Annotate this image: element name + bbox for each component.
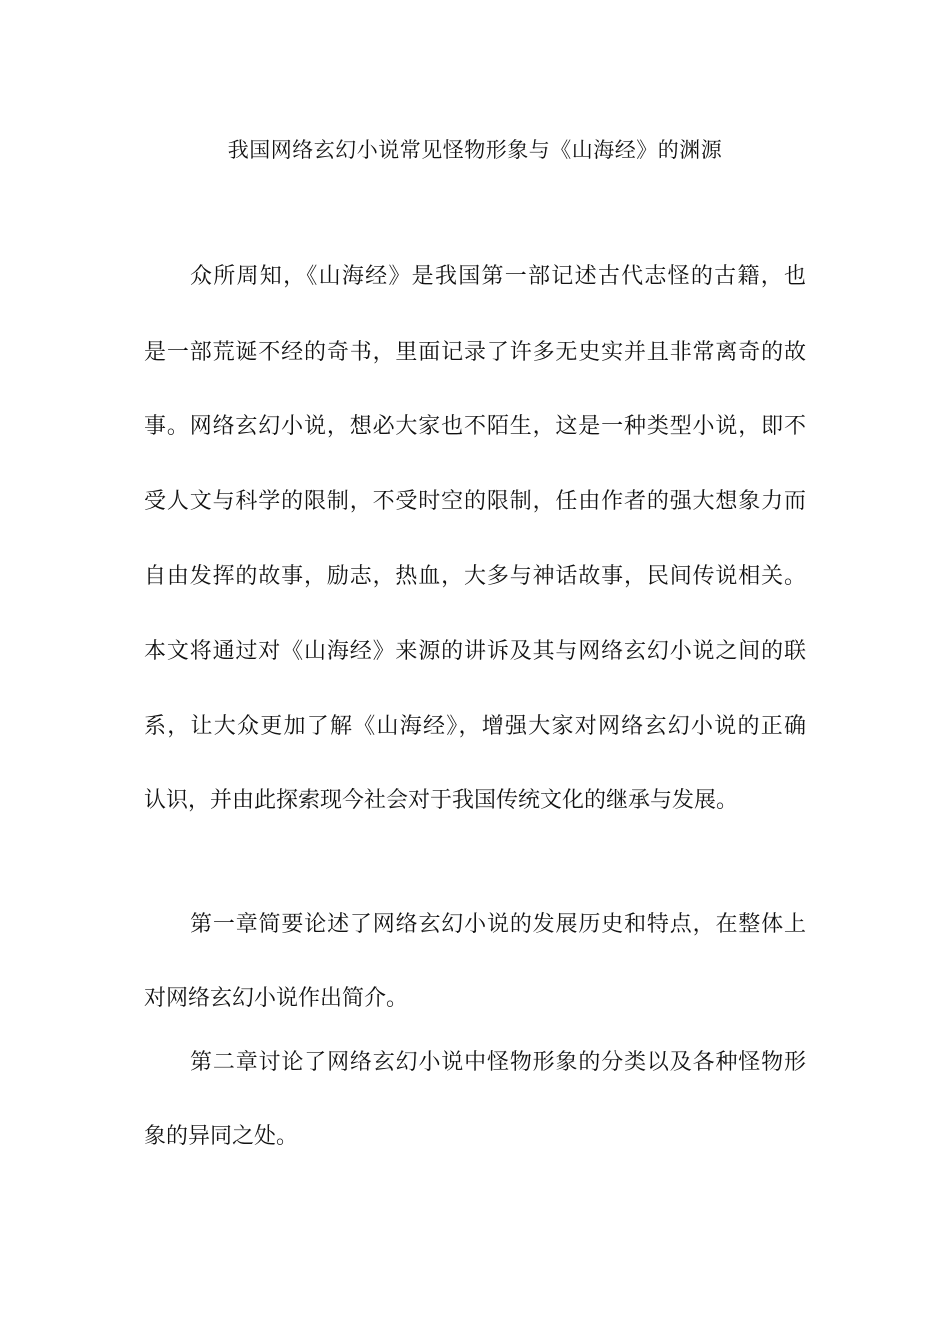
- paragraph-1-line-5: 自由发挥的故事，励志，热血，大多与神话故事，民间传说相关。: [144, 564, 806, 589]
- paragraph-3-line-2: 象的异同之处。: [144, 1124, 299, 1149]
- document-title: 我国网络玄幻小说常见怪物形象与《山海经》的渊源: [227, 138, 723, 162]
- paragraph-1-line-2: 是一部荒诞不经的奇书，里面记录了许多无史实并且非常离奇的故: [144, 340, 806, 365]
- paragraph-2-line-2: 对网络玄幻小说作出简介。: [144, 986, 409, 1011]
- paragraph-3-line-1: 第二章讨论了网络玄幻小说中怪物形象的分类以及各种怪物形: [190, 1050, 806, 1075]
- paragraph-2-line-1: 第一章简要论述了网络玄幻小说的发展历史和特点，在整体上: [190, 912, 806, 937]
- paragraph-1-line-7: 系，让大众更加了解《山海经》，增强大家对网络玄幻小说的正确: [144, 714, 806, 739]
- paragraph-1-line-6: 本文将通过对《山海经》来源的讲诉及其与网络玄幻小说之间的联: [144, 639, 806, 664]
- paragraph-1-line-4: 受人文与科学的限制，不受时空的限制，任由作者的强大想象力而: [144, 489, 806, 514]
- paragraph-1-line-1: 众所周知，《山海经》是我国第一部记述古代志怪的古籍，也: [190, 264, 806, 289]
- paragraph-1-line-8: 认识，并由此探索现今社会对于我国传统文化的继承与发展。: [144, 788, 739, 813]
- paragraph-1-line-3: 事。网络玄幻小说，想必大家也不陌生，这是一种类型小说，即不: [144, 414, 806, 439]
